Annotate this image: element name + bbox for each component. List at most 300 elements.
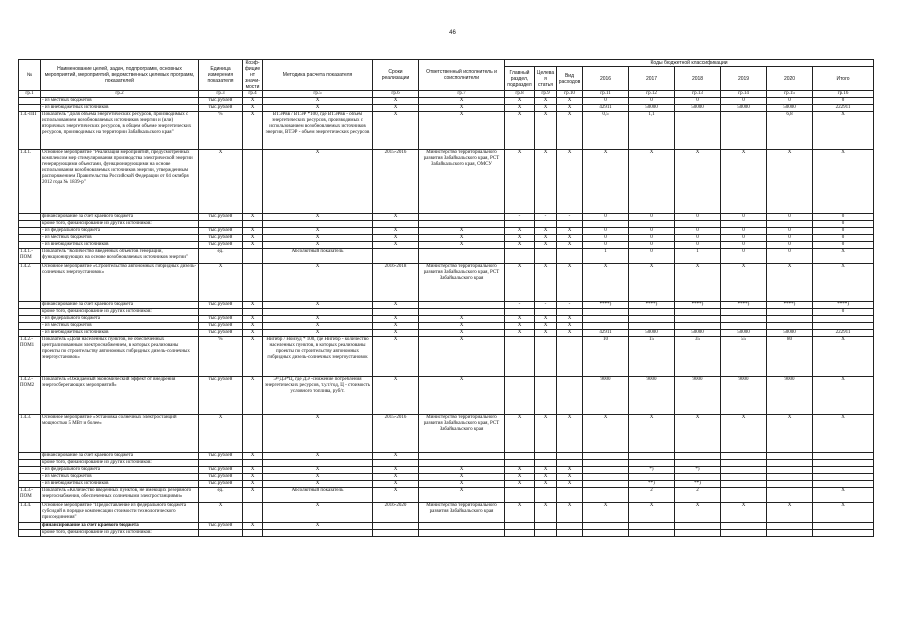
value-cell <box>721 112 767 150</box>
value-cell <box>583 467 629 474</box>
table-cell: X <box>263 105 373 112</box>
table-cell <box>505 523 535 530</box>
table-cell: X <box>263 523 373 530</box>
table-cell: X <box>373 481 419 488</box>
value-cell <box>629 474 675 481</box>
table-cell: X <box>419 316 505 323</box>
table-cell <box>557 523 583 530</box>
column-number: гр.7 <box>419 91 505 98</box>
table-cell: X <box>557 467 583 474</box>
page-number: 46 <box>449 30 456 36</box>
table-cell: X <box>263 323 373 330</box>
row-number-cell: 1.4.1. <box>19 150 41 214</box>
table-cell: X <box>199 264 243 302</box>
row-number-cell <box>19 474 41 481</box>
table-cell: тыс.рублей <box>199 474 243 481</box>
table-cell <box>243 309 263 316</box>
header-no: № <box>19 60 41 91</box>
value-cell <box>583 530 629 537</box>
header-unit: Единица измерения показателя <box>199 60 243 91</box>
table-cell: X <box>263 503 373 523</box>
header-year-2020: 2020 <box>767 67 813 91</box>
value-cell <box>583 488 629 503</box>
value-cell: 9000 <box>583 377 629 415</box>
row-name-cell: Показатель «Ожидаемый экономический эффект от внедрения энергосберегающих мероприятий» <box>41 377 199 415</box>
row-name-cell: кроме того, финансирование из других источников: <box>41 460 199 467</box>
table-cell: X <box>373 105 419 112</box>
value-cell: 55 <box>721 337 767 377</box>
table-cell <box>373 221 419 228</box>
table-cell: X <box>373 467 419 474</box>
row-name-cell: - из местных бюджетов <box>41 98 199 105</box>
table-cell: тыс.рублей <box>199 523 243 530</box>
table-cell: 2015-2016 <box>373 415 419 453</box>
table-cell <box>373 309 419 316</box>
table-cell: X <box>419 98 505 105</box>
table-cell: X <box>505 467 535 474</box>
row-name-cell: финансирование за счет краевого бюджета <box>41 453 199 460</box>
table-cell: X <box>263 150 373 214</box>
table-cell: X <box>557 242 583 249</box>
table-cell: X <box>373 323 419 330</box>
table-cell: X <box>535 467 557 474</box>
row-number-cell <box>19 316 41 323</box>
table-cell: X <box>535 105 557 112</box>
value-cell: X <box>583 415 629 453</box>
table-cell: X <box>557 316 583 323</box>
value-cell: 0 <box>675 242 721 249</box>
value-cell: 0 <box>583 214 629 221</box>
table-cell: - <box>535 302 557 309</box>
value-cell: X <box>583 150 629 214</box>
value-cell <box>813 474 874 481</box>
value-cell <box>629 530 675 537</box>
table-cell: X <box>243 467 263 474</box>
table-row <box>19 460 874 467</box>
value-cell <box>675 523 721 530</box>
table-cell: X <box>535 474 557 481</box>
value-cell <box>767 453 813 460</box>
table-header <box>19 60 874 91</box>
header-kbk-article: Целевая статья <box>535 67 557 91</box>
table-cell: ед. <box>199 249 243 264</box>
table-cell: X <box>373 377 419 415</box>
table-cell <box>373 523 419 530</box>
value-cell: 42911 <box>583 105 629 112</box>
table-cell: тыс.рублей <box>199 323 243 330</box>
column-number: гр.3 <box>199 91 243 98</box>
table-cell: X <box>505 112 535 150</box>
table-cell: X <box>263 264 373 302</box>
value-cell <box>721 488 767 503</box>
value-cell: 6,8 <box>767 112 813 150</box>
table-cell: X <box>505 150 535 214</box>
table-cell <box>419 214 505 221</box>
table-cell: X <box>557 264 583 302</box>
header-kbk-type: Вид расходов <box>557 67 583 91</box>
value-cell: 50000 <box>767 330 813 337</box>
value-cell: X <box>721 150 767 214</box>
value-cell: 0 <box>629 242 675 249</box>
value-cell: X <box>629 264 675 302</box>
column-number: гр.12 <box>629 91 675 98</box>
value-cell: 0 <box>583 235 629 242</box>
value-cell: X <box>813 503 874 523</box>
value-cell: 2 <box>675 488 721 503</box>
table-cell: % <box>199 112 243 150</box>
value-cell: 0 <box>583 242 629 249</box>
value-cell: ****) <box>813 302 874 309</box>
table-row <box>19 221 874 228</box>
table-cell: X <box>263 214 373 221</box>
table-cell <box>263 221 373 228</box>
table-cell: ВТЭРвв / ВТЭР *100, где ВТЭРвв - объем энергетических ресурсов, производимых с использованием возобновляемых источников энергии, ВТЭР - объем энергетических ресурсов <box>263 112 373 150</box>
table-row <box>19 309 874 316</box>
table-cell: X <box>557 98 583 105</box>
table-cell: X <box>419 467 505 474</box>
value-cell: 50000 <box>629 105 675 112</box>
row-number-cell <box>19 105 41 112</box>
value-cell: X <box>629 415 675 453</box>
table-cell: X <box>373 98 419 105</box>
table-cell: X <box>263 235 373 242</box>
table-cell: X <box>199 415 243 453</box>
table-cell: X <box>243 228 263 235</box>
row-number-cell <box>19 467 41 474</box>
table-cell: X <box>373 214 419 221</box>
table-cell: 2016-2020 <box>373 503 419 523</box>
row-number-cell: 1.4.3.-ПОМ <box>19 488 41 503</box>
value-cell: 9000 <box>721 377 767 415</box>
value-cell: X <box>767 415 813 453</box>
table-row <box>19 523 874 530</box>
value-cell: X <box>813 249 874 264</box>
table-cell: X <box>373 337 419 377</box>
row-name-cell: кроме того, финансирование из других источников: <box>41 221 199 228</box>
table-cell <box>243 249 263 264</box>
table-cell: X <box>505 323 535 330</box>
value-cell: 0 <box>813 98 874 105</box>
table-cell <box>557 249 583 264</box>
table-cell: тыс.рублей <box>199 453 243 460</box>
table-cell: X <box>373 228 419 235</box>
value-cell <box>629 309 675 316</box>
value-cell: 0 <box>675 235 721 242</box>
table-cell: X <box>557 330 583 337</box>
row-number-cell <box>19 330 41 337</box>
value-cell: 42911 <box>583 330 629 337</box>
row-number-cell: 1.4.4. <box>19 503 41 523</box>
table-cell <box>243 221 263 228</box>
table-cell: X <box>505 235 535 242</box>
value-cell: 0 <box>721 228 767 235</box>
row-number-cell <box>19 242 41 249</box>
table-cell <box>373 460 419 467</box>
column-number: гр.14 <box>721 91 767 98</box>
value-cell <box>721 323 767 330</box>
value-cell <box>583 323 629 330</box>
value-cell: 0 <box>813 228 874 235</box>
table-cell: X <box>419 337 505 377</box>
value-cell <box>721 309 767 316</box>
table-cell: X <box>419 242 505 249</box>
table-cell: X <box>505 481 535 488</box>
table-cell <box>263 460 373 467</box>
value-cell: 15 <box>629 337 675 377</box>
table-cell <box>557 488 583 503</box>
value-cell <box>583 460 629 467</box>
value-cell <box>721 474 767 481</box>
table-cell: X <box>373 242 419 249</box>
table-cell: X <box>419 330 505 337</box>
row-name-cell: - из местных бюджетов <box>41 235 199 242</box>
value-cell: X <box>675 264 721 302</box>
table-cell: X <box>419 323 505 330</box>
value-cell: 0 <box>721 214 767 221</box>
table-row <box>19 112 874 150</box>
value-cell <box>583 474 629 481</box>
value-cell: 0 <box>721 235 767 242</box>
table-cell <box>557 460 583 467</box>
column-number: гр.5 <box>263 91 373 98</box>
value-cell: 222911 <box>813 330 874 337</box>
table-cell: X <box>505 316 535 323</box>
value-cell <box>675 112 721 150</box>
column-number: гр.6 <box>373 91 419 98</box>
value-cell: 0 <box>629 235 675 242</box>
value-cell <box>813 467 874 474</box>
value-cell <box>721 523 767 530</box>
row-name-cell: кроме того, финансирование из других источников: <box>41 309 199 316</box>
row-name-cell: - из федерального бюджета <box>41 228 199 235</box>
value-cell <box>629 453 675 460</box>
value-cell: 9000 <box>767 377 813 415</box>
value-cell <box>629 523 675 530</box>
value-cell: 35 <box>675 337 721 377</box>
value-cell: X <box>813 415 874 453</box>
value-cell <box>767 460 813 467</box>
table-cell <box>535 460 557 467</box>
value-cell <box>583 316 629 323</box>
value-cell: 0 <box>721 249 767 264</box>
value-cell: X <box>675 503 721 523</box>
value-cell <box>721 221 767 228</box>
table-cell: X <box>373 474 419 481</box>
table-cell: X <box>243 488 263 503</box>
value-cell <box>813 481 874 488</box>
value-cell: X <box>675 415 721 453</box>
table-cell: X <box>505 474 535 481</box>
value-cell <box>767 481 813 488</box>
row-number-cell <box>19 530 41 537</box>
table-cell: ед. <box>199 488 243 503</box>
table-cell: X <box>243 302 263 309</box>
table-cell: X <box>243 316 263 323</box>
row-number-cell: 1.4.-ПП <box>19 112 41 150</box>
header-executor: Ответственный исполнитель и соисполнители <box>419 60 505 91</box>
table-cell: X <box>373 488 419 503</box>
table-cell <box>199 221 243 228</box>
table-cell <box>535 249 557 264</box>
value-cell: **) <box>675 481 721 488</box>
table-cell: X <box>243 337 263 377</box>
row-name-cell: - из местных бюджетов <box>41 474 199 481</box>
value-cell: 0 <box>813 214 874 221</box>
table-cell: X <box>243 323 263 330</box>
row-name-cell: Показатель «Доля населенных пунктов, не обеспеченных централизованным электроснабжением, в которых реализованы проекты по строительству автономных гибридных дизель-солнечных энергоустановок» <box>41 337 199 377</box>
table-cell: X <box>535 481 557 488</box>
table-cell: X <box>535 228 557 235</box>
row-number-cell <box>19 523 41 530</box>
table-cell <box>535 221 557 228</box>
table-cell <box>557 221 583 228</box>
value-cell: *) <box>675 467 721 474</box>
table-cell <box>243 503 263 523</box>
value-cell: 50000 <box>629 330 675 337</box>
table-body <box>19 91 874 537</box>
table-row <box>19 503 874 523</box>
table-cell <box>263 530 373 537</box>
table-cell <box>535 488 557 503</box>
table-cell: тыс.рублей <box>199 214 243 221</box>
table-cell: X <box>243 235 263 242</box>
row-name-cell: Основное мероприятие "Реализация мероприятий, предусмотренных комплексом мер стимулирования производства электрической энергии генерирующими объектами, функционирующими на основе использования возобновляемых источников энергии, утвержденным распоряжением Правительства Российской Федерации от 04 октября 2012 года № 1839-р" <box>41 150 199 214</box>
table-row <box>19 488 874 503</box>
value-cell <box>675 316 721 323</box>
table-cell <box>419 523 505 530</box>
table-cell: X <box>263 316 373 323</box>
table-cell: X <box>243 112 263 150</box>
row-name-cell: Показатель "Доля объема энергетических ресурсов, производимых с использованием возобновляемых источников энергии и (или) вторичных энергетических ресурсов, в общем объеме энергетических ресурсов, производимых на территории Забайкальского края" <box>41 112 199 150</box>
value-cell <box>767 323 813 330</box>
header-coef: Коэф-фициент значи-мости <box>243 60 263 91</box>
value-cell: ****) <box>675 302 721 309</box>
table-cell: X <box>535 316 557 323</box>
value-cell <box>767 467 813 474</box>
value-cell <box>629 460 675 467</box>
table-cell: X <box>557 112 583 150</box>
table-cell <box>373 530 419 537</box>
value-cell: 50000 <box>675 105 721 112</box>
table-cell: X <box>263 467 373 474</box>
value-cell: 10 <box>583 337 629 377</box>
value-cell: X <box>629 503 675 523</box>
value-cell: X <box>721 264 767 302</box>
table-cell: X <box>373 316 419 323</box>
value-cell: 0 <box>767 242 813 249</box>
table-row <box>19 377 874 415</box>
value-cell <box>675 309 721 316</box>
table-row <box>19 214 874 221</box>
value-cell: X <box>583 264 629 302</box>
value-cell: X <box>813 150 874 214</box>
column-number: гр.9 <box>535 91 557 98</box>
table-cell <box>505 453 535 460</box>
value-cell: X <box>767 503 813 523</box>
table-row <box>19 302 874 309</box>
value-cell: ****) <box>629 302 675 309</box>
value-cell: X <box>813 112 874 150</box>
table-cell: тыс.рублей <box>199 242 243 249</box>
value-cell: 50000 <box>721 105 767 112</box>
table-cell: X <box>243 242 263 249</box>
value-cell: *) <box>629 467 675 474</box>
value-cell: 0 <box>629 228 675 235</box>
value-cell <box>675 323 721 330</box>
table-row <box>19 530 874 537</box>
table-cell <box>199 530 243 537</box>
header-year-2017: 2017 <box>629 67 675 91</box>
table-cell <box>557 309 583 316</box>
table-cell <box>535 523 557 530</box>
table-row <box>19 415 874 453</box>
table-cell <box>557 530 583 537</box>
value-cell: 0 <box>583 98 629 105</box>
table-cell: X <box>557 474 583 481</box>
table-cell <box>505 309 535 316</box>
table-cell: X <box>535 330 557 337</box>
table-cell: - <box>557 302 583 309</box>
value-cell: 2 <box>629 488 675 503</box>
value-cell: X <box>767 264 813 302</box>
row-name-cell: - из внебюджетных источников <box>41 242 199 249</box>
table-cell: X <box>373 330 419 337</box>
table-cell: тыс.рублей <box>199 302 243 309</box>
column-number: гр.10 <box>557 91 583 98</box>
table-cell: X <box>263 474 373 481</box>
value-cell: X <box>583 503 629 523</box>
table-cell: X <box>505 503 535 523</box>
table-cell <box>535 337 557 377</box>
table-cell: X <box>419 481 505 488</box>
row-number-cell <box>19 323 41 330</box>
value-cell: 0 <box>767 228 813 235</box>
table-cell: X <box>243 377 263 415</box>
value-cell <box>675 453 721 460</box>
table-cell: X <box>419 228 505 235</box>
value-cell: 50000 <box>675 330 721 337</box>
table-cell: % <box>199 337 243 377</box>
table-cell: X <box>199 503 243 523</box>
table-cell: X <box>505 242 535 249</box>
value-cell <box>721 453 767 460</box>
value-cell: 1,1 <box>629 112 675 150</box>
value-cell <box>675 460 721 467</box>
header-year-2019: 2019 <box>721 67 767 91</box>
header-terms: Сроки реализации <box>373 60 419 91</box>
value-cell: **) <box>629 481 675 488</box>
table-cell: X <box>419 235 505 242</box>
table-cell: X <box>557 481 583 488</box>
value-cell: 50000 <box>767 105 813 112</box>
row-name-cell: финансирование за счет краевого бюджета <box>41 523 199 530</box>
value-cell: 0 <box>813 242 874 249</box>
table-cell <box>243 150 263 214</box>
table-row <box>19 264 874 302</box>
column-number: гр.8 <box>505 91 535 98</box>
value-cell <box>767 221 813 228</box>
table-row <box>19 481 874 488</box>
table-cell: 2015-2016 <box>373 150 419 214</box>
row-name-cell: финансирование за счет краевого бюджета <box>41 214 199 221</box>
table-row <box>19 323 874 330</box>
table-row <box>19 330 874 337</box>
value-cell: 0 <box>629 98 675 105</box>
table-cell: X <box>535 150 557 214</box>
value-cell: 0 <box>813 221 874 228</box>
table-row <box>19 337 874 377</box>
table-cell: X <box>373 453 419 460</box>
